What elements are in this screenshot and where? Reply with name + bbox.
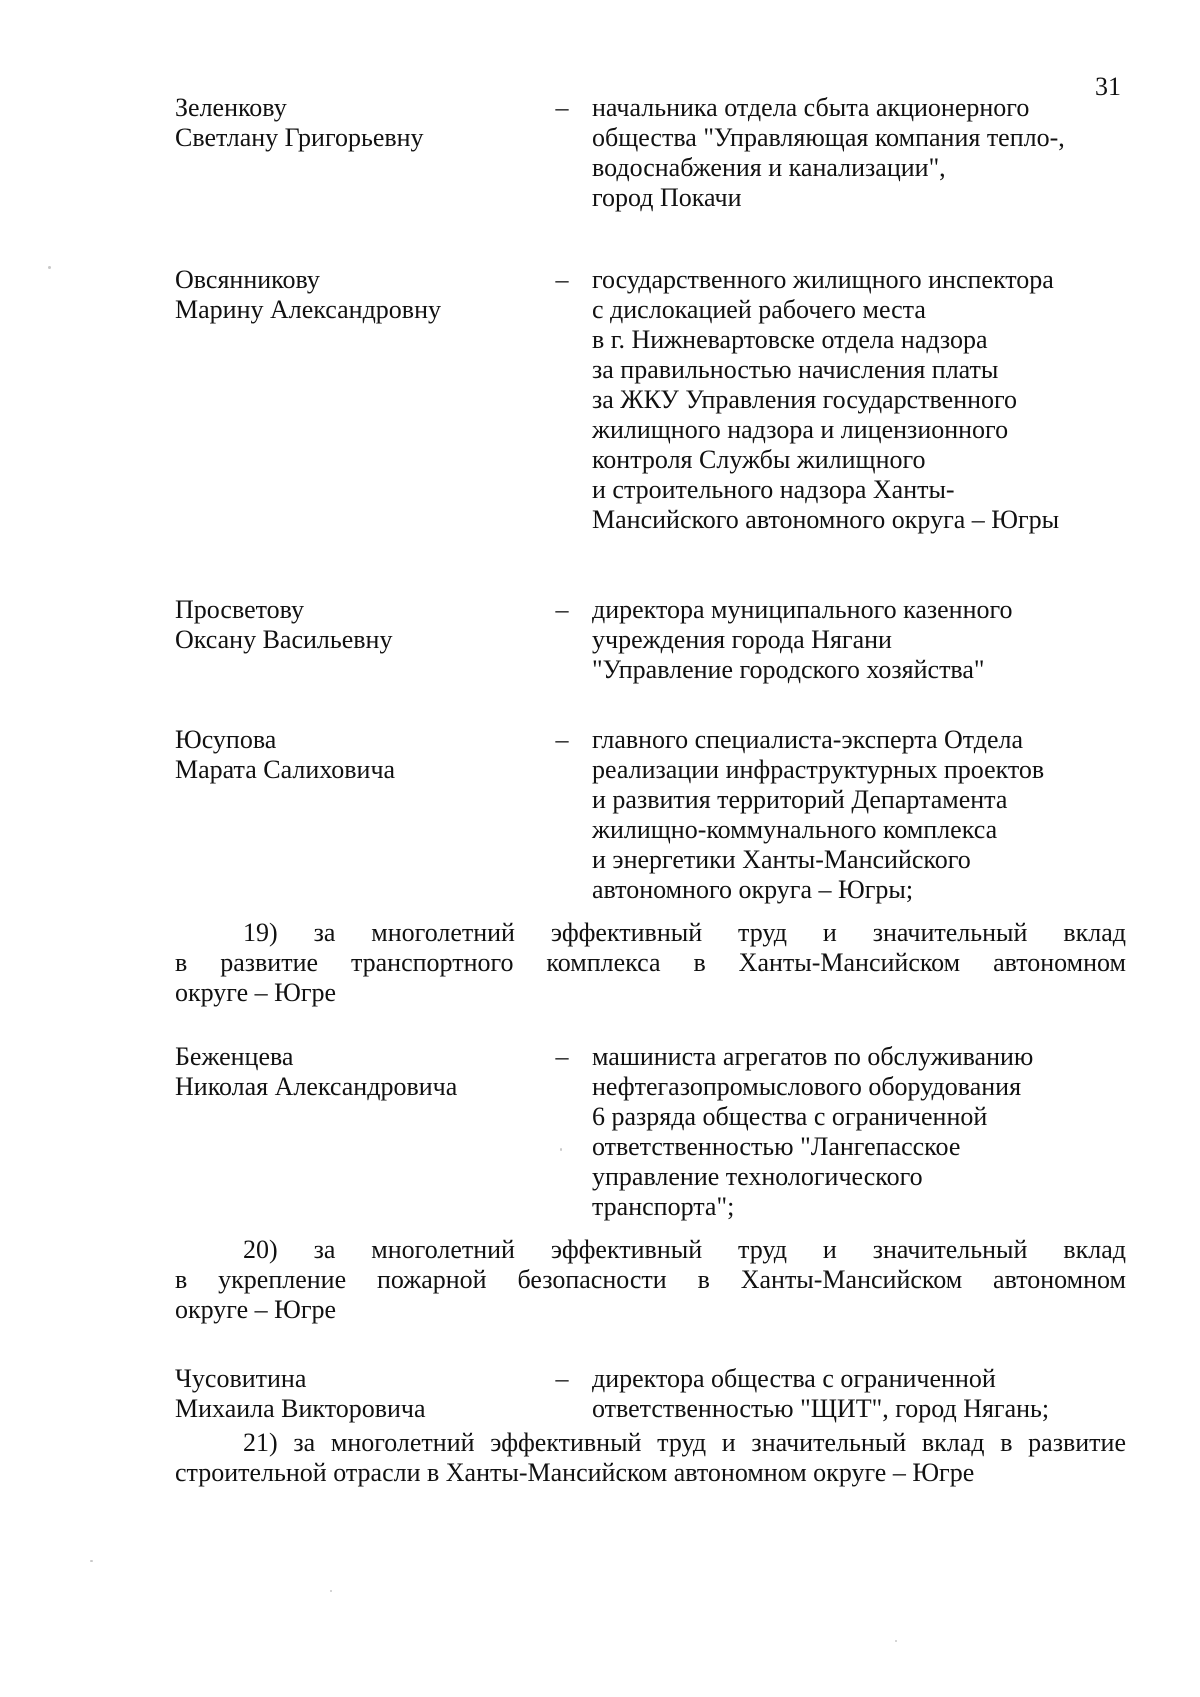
description-line: жилищно-коммунального комплекса (592, 815, 998, 844)
section-line: в укрепление пожарной безопасности в Ханты-Мансийском автономном (175, 1265, 1126, 1294)
dash-separator: – (555, 93, 569, 122)
scan-speck (48, 266, 51, 269)
position-description (592, 725, 1152, 905)
description-line: и развития территорий Департамента (592, 785, 1008, 814)
description-line: ответственностью "Лангепасское (592, 1132, 961, 1161)
name-line: Марата Салиховича (175, 755, 396, 784)
description-line: управление технологического (592, 1162, 923, 1191)
position-description (592, 265, 1152, 535)
section-line: 21) за многолетний эффективный труд и значительный вклад в развитие (243, 1428, 1126, 1457)
description-line: за правильностью начисления платы (592, 355, 999, 384)
description-line: водоснабжения и канализации", (592, 153, 946, 182)
name-line: Просветову (175, 595, 305, 624)
award-section-heading (175, 918, 1126, 1008)
scan-speck (90, 1560, 93, 1562)
dash-separator: – (555, 1364, 569, 1393)
award-section-heading (175, 1428, 1126, 1488)
section-line: 20) за многолетний эффективный труд и значительный вклад (243, 1235, 1126, 1264)
name-line: Николая Александровича (175, 1072, 458, 1101)
description-line: начальника отдела сбыта акционерного (592, 93, 1030, 122)
person-name (175, 1042, 535, 1102)
description-line: и энергетики Ханты-Мансийского (592, 845, 971, 874)
name-line: Чусовитина (175, 1364, 307, 1393)
dash-separator: – (555, 595, 569, 624)
scan-speck (895, 1640, 897, 1642)
description-line: нефтегазопромыслового оборудования (592, 1072, 1022, 1101)
person-name (175, 93, 535, 153)
person-name (175, 595, 535, 655)
section-line: округе – Югре (175, 978, 337, 1007)
person-name (175, 725, 535, 785)
description-line: машиниста агрегатов по обслуживанию (592, 1042, 1034, 1071)
person-name (175, 265, 535, 325)
description-line: транспорта"; (592, 1192, 735, 1221)
description-line: за ЖКУ Управления государственного (592, 385, 1018, 414)
position-description (592, 595, 1152, 685)
dash-separator: – (555, 265, 569, 294)
description-line: 6 разряда общества с ограниченной (592, 1102, 988, 1131)
description-line: реализации инфраструктурных проектов (592, 755, 1045, 784)
section-line: в развитие транспортного комплекса в Ханты-Мансийском автономном (175, 948, 1126, 977)
description-line: директора муниципального казенного (592, 595, 1013, 624)
description-line: учреждения города Нягани (592, 625, 892, 654)
description-line: жилищного надзора и лицензионного (592, 415, 1009, 444)
dash-separator: – (555, 725, 569, 754)
description-line: в г. Нижневартовске отдела надзора (592, 325, 988, 354)
name-line: Михаила Викторовича (175, 1394, 426, 1423)
position-description (592, 93, 1152, 213)
scan-speck (560, 1148, 562, 1151)
description-line: директора общества с ограниченной (592, 1364, 996, 1393)
scan-speck (330, 1590, 332, 1592)
section-line: округе – Югре (175, 1295, 337, 1324)
description-line: Мансийского автономного округа – Югры (592, 505, 1060, 534)
award-section-heading (175, 1235, 1126, 1325)
name-line: Беженцева (175, 1042, 294, 1071)
description-line: главного специалиста-эксперта Отдела (592, 725, 1024, 754)
section-line: строительной отрасли в Ханты-Мансийском автономном округе – Югре (175, 1458, 975, 1487)
name-line: Светлану Григорьевну (175, 123, 424, 152)
description-line: "Управление городского хозяйства" (592, 655, 985, 684)
name-line: Юсупова (175, 725, 277, 754)
section-line: 19) за многолетний эффективный труд и значительный вклад (243, 918, 1126, 947)
name-line: Оксану Васильевну (175, 625, 393, 654)
name-line: Марину Александровну (175, 295, 441, 324)
description-line: ответственностью "ЩИТ", город Нягань; (592, 1394, 1050, 1423)
position-description (592, 1364, 1152, 1424)
description-line: общества "Управляющая компания тепло-, (592, 123, 1065, 152)
description-line: город Покачи (592, 183, 742, 212)
dash-separator: – (555, 1042, 569, 1071)
description-line: и строительного надзора Ханты- (592, 475, 955, 504)
position-description (592, 1042, 1152, 1222)
name-line: Зеленкову (175, 93, 287, 122)
name-line: Овсянникову (175, 265, 320, 294)
description-line: с дислокацией рабочего места (592, 295, 926, 324)
person-name (175, 1364, 535, 1424)
description-line: контроля Службы жилищного (592, 445, 926, 474)
page-number: 31 (1095, 72, 1121, 101)
description-line: государственного жилищного инспектора (592, 265, 1054, 294)
description-line: автономного округа – Югры; (592, 875, 914, 904)
